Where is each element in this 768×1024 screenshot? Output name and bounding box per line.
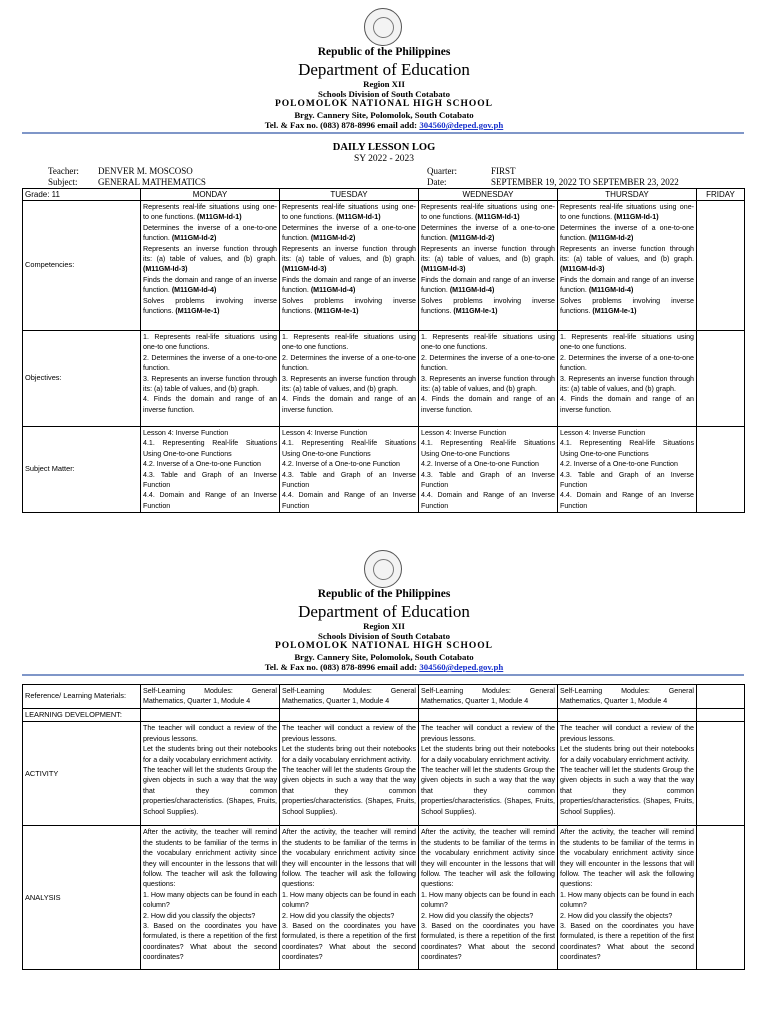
objective-item-text: 2. Determines the inverse of a one-to-one function. [282,353,416,373]
competency-item-text: Finds the domain and range of an inverse function. [560,275,694,295]
competency-code: (M11GM-Id-2) [310,234,356,243]
analysis-item [143,890,277,911]
quarter-label: Quarter: [427,166,457,176]
subject-matter-item [421,428,555,438]
competency-item-text: Finds the domain and range of an inverse function. [421,275,555,295]
objective-item [143,374,277,395]
objective-item [421,332,555,353]
subject-matter-item [143,428,277,438]
analysis-item-text: 1. How many objects can be found in each column? [143,890,277,910]
analysis-item [143,827,277,889]
subject-matter-item [282,470,416,491]
region-line: Region XII [363,79,405,89]
learning-development-monday [141,709,280,722]
header-divider [22,132,744,134]
analysis-item-text: 3. Based on the coordinates you have formulated, is there a repetition of the first coordinates? What about the second coordinates? [282,922,416,962]
deped-seal-icon [364,8,402,46]
objective-item-text: 1. Represents real-life situations using one-to one functions. [560,333,694,352]
objective-item-text: 4. Finds the domain and range of an inverse function. [143,395,277,414]
competency-code: (M11GM-Ie-1) [314,307,359,316]
subject-matter-item-text: 4.2. Inverse of a One-to-one Function [421,460,539,469]
subject-matter-item-text: Lesson 4: Inverse Function [560,429,646,437]
objective-item [560,394,694,415]
subject-matter-item-text: 4.4. Domain and Range of an Inverse Function [421,491,555,510]
analysis-item-text: After the activity, the teacher will remind the students to be familiar of the terms in the vocabulary enrichment activity since they will encounter in the lessons that will follow. The teacher will ask the following questions: [421,828,555,889]
date-value: SEPTEMBER 19, 2022 TO SEPTEMBER 23, 2022 [491,177,679,187]
reference-label: Reference/ Learning Materials: [23,685,141,709]
analysis-item [143,921,277,963]
competency-code: (M11GM-Ie-1) [592,307,637,316]
competency-item [143,296,277,317]
objectives-thursday [558,331,697,427]
objective-item-text: 1. Represents real-life situations using one-to one functions. [282,333,416,352]
subject-matter-item-text: 4.2. Inverse of a One-to-one Function [560,460,678,469]
activity-wednesday [419,722,558,826]
objectives-tuesday [280,331,419,427]
competency-code: (M11GM-Id-3) [560,265,605,274]
competency-code: (M11GM-Id-2) [171,234,217,243]
day-monday: MONDAY [141,189,280,201]
analysis-item [421,911,555,921]
activity-row [23,722,745,826]
subject-matter-item-text: 4.4. Domain and Range of an Inverse Function [560,491,694,510]
analysis-item-text: 2. How did you classify the objects? [282,911,395,920]
reference-thursday: Self-Learning Modules: General Mathematics, Quarter 1, Module 4 [558,685,697,709]
activity-item [282,723,416,744]
objective-item [560,353,694,374]
activity-item-text: The teacher will conduct a review of the previous lessons. [560,724,694,743]
subject-matter-row [23,427,745,513]
log-title: DAILY LESSON LOG [332,142,436,153]
school-year: SY 2022 - 2023 [353,154,415,164]
subject-matter-label: Subject Matter: [23,427,141,513]
subject-matter-item-text: Lesson 4: Inverse Function [421,429,507,437]
reference-friday [697,685,745,709]
competencies-monday [141,201,280,331]
competency-item [560,244,694,275]
competency-item-text: Represents real-life situations using one-to one functions. [143,203,277,222]
activity-item [143,765,277,817]
activity-item [421,744,555,765]
subject-matter-item-text: Lesson 4: Inverse Function [143,429,229,437]
reference-row [23,685,745,709]
email-link[interactable]: 304560@deped.gov.ph [419,120,504,130]
competency-code: (M11GM-Id-4) [310,286,356,295]
analysis-item [421,890,555,911]
competency-code: (M11GM-Id-2) [449,234,495,243]
competency-code: (M11GM-Ie-1) [453,307,498,316]
competency-item-text: Solves problems involving inverse functions. [421,296,555,316]
subject-matter-item-text: 4.2. Inverse of a One-to-one Function [282,460,400,469]
subject-matter-item-text: 4.1. Representing Real-life Situations Using One-to-one Functions [421,439,555,458]
objective-item-text: 4. Finds the domain and range of an inverse function. [282,395,416,414]
competency-item-text: Determines the inverse of a one-to-one function. [143,223,277,243]
objective-item [560,374,694,395]
analysis-item [560,890,694,911]
day-friday: FRIDAY [697,189,745,201]
contact-prefix: Tel. & Fax no. (083) 878-8996 email add: [264,662,420,672]
objective-item [282,374,416,395]
competency-code: (M11GM-Id-1) [614,213,659,222]
analysis-item [282,911,416,921]
email-link[interactable]: 304560@deped.gov.ph [419,662,504,672]
competency-code: (M11GM-Ie-1) [175,307,220,316]
activity-item-text: The teacher will conduct a review of the previous lessons. [143,724,277,743]
activity-item [421,765,555,817]
competency-code: (M11GM-Id-3) [143,265,188,274]
learning-development-row [23,709,745,722]
analysis-item-text: 2. How did you classify the objects? [421,911,534,920]
competency-item-text: Represents an inverse function through its: (a) table of values, and (b) graph. [143,244,277,264]
competencies-thursday [558,201,697,331]
subject-matter-item-text: 4.3. Table and Graph of an Inverse Function [143,470,277,490]
competencies-label: Competencies: [23,201,141,331]
region-line: Region XII [363,621,405,631]
learning-development-wednesday [419,709,558,722]
competency-item-text: Determines the inverse of a one-to-one function. [560,223,694,243]
reference-wednesday: Self-Learning Modules: General Mathematics, Quarter 1, Module 4 [419,685,558,709]
activity-item [143,744,277,765]
analysis-monday [141,826,280,970]
contact-line [0,663,768,672]
competency-item-text: Finds the domain and range of an inverse function. [282,275,416,295]
teacher-name: DENVER M. MOSCOSO [98,166,193,176]
reference-monday: Self-Learning Modules: General Mathematics, Quarter 1, Module 4 [141,685,280,709]
objective-item [143,394,277,415]
competency-item [421,275,555,296]
activity-item-text: The teacher will let the students Group the given objects in such a way that the way that they common properties/characteristics. (Shapes, Fruits, School Supplies). [282,766,416,816]
republic-line: Republic of the Philippines [317,588,451,600]
analysis-item [560,921,694,963]
analysis-item [560,911,694,921]
analysis-item [421,921,555,963]
competency-item-text: Represents an inverse function through its: (a) table of values, and (b) graph. [560,244,694,264]
subject-matter-wednesday [419,427,558,513]
learning-development-tuesday [280,709,419,722]
competency-item [282,244,416,275]
objective-item [421,374,555,395]
subject-matter-tuesday [280,427,419,513]
subject-matter-item-text: 4.4. Domain and Range of an Inverse Function [282,491,416,510]
subject-matter-item [421,470,555,491]
analysis-wednesday [419,826,558,970]
analysis-item [282,827,416,889]
subject-matter-monday [141,427,280,513]
objective-item-text: 2. Determines the inverse of a one-to-one function. [421,353,555,373]
analysis-thursday [558,826,697,970]
page-2 [0,544,768,1024]
competency-item [143,244,277,275]
analysis-item-text: 1. How many objects can be found in each column? [282,890,416,910]
objective-item-text: 4. Finds the domain and range of an inverse function. [421,395,555,414]
learning-development-thursday [558,709,697,722]
lesson-log-table [22,188,745,513]
competency-item-text: Represents real-life situations using one-to one functions. [560,203,694,222]
subject-matter-item [143,459,277,469]
day-header-row [23,189,745,201]
subject-matter-item [143,438,277,459]
analysis-item-text: 3. Based on the coordinates you have formulated, is there a repetition of the first coordinates? What about the second coordinates? [421,922,555,962]
analysis-row [23,826,745,970]
analysis-item-text: After the activity, the teacher will remind the students to be familiar of the terms in the vocabulary enrichment activity since they will encounter in the lessons that will follow. The teacher will ask the following questions: [143,828,277,889]
subject-matter-item-text: 4.3. Table and Graph of an Inverse Function [560,470,694,490]
competency-item [421,223,555,244]
objective-item-text: 3. Represents an inverse function through its: (a) table of values, and (b) graph. [421,374,555,394]
competency-code: (M11GM-Id-1) [475,213,520,222]
school-address: Brgy. Cannery Site, Polomolok, South Cotabato [294,110,474,120]
objective-item-text: 4. Finds the domain and range of an inverse function. [560,395,694,414]
subject-matter-item-text: 4.3. Table and Graph of an Inverse Function [421,470,555,490]
competency-item-text: Represents real-life situations using one-to one functions. [282,203,416,222]
competency-code: (M11GM-Id-1) [336,213,381,222]
division-line: Schools Division of South Cotabato [318,631,450,641]
objectives-label: Objectives: [23,331,141,427]
activity-tuesday [280,722,419,826]
objectives-monday [141,331,280,427]
analysis-tuesday [280,826,419,970]
activity-item-text: The teacher will let the students Group the given objects in such a way that the way that they common properties/characteristics. (Shapes, Fruits, School Supplies). [421,766,555,816]
subject-label: Subject: [48,177,78,187]
objective-item-text: 3. Represents an inverse function through its: (a) table of values, and (b) graph. [282,374,416,394]
day-thursday: THURSDAY [558,189,697,201]
competency-item [282,202,416,223]
subject-matter-friday [697,427,745,513]
objective-item-text: 3. Represents an inverse function through its: (a) table of values, and (b) graph. [560,374,694,394]
competencies-wednesday [419,201,558,331]
activity-item-text: The teacher will let the students Group the given objects in such a way that the way that they common properties/characteristics. (Shapes, Fruits, School Supplies). [143,766,277,816]
objective-item-text: 1. Represents real-life situations using one-to one functions. [143,333,277,352]
objectives-wednesday [419,331,558,427]
competency-item-text: Finds the domain and range of an inverse function. [143,275,277,295]
competency-item-text: Solves problems involving inverse functions. [143,296,277,316]
analysis-item-text: 2. How did you classify the objects? [560,911,673,920]
school-address: Brgy. Cannery Site, Polomolok, South Cotabato [294,652,474,662]
subject-matter-item-text: 4.2. Inverse of a One-to-one Function [143,460,261,469]
subject-matter-item-text: Lesson 4: Inverse Function [282,429,368,437]
competency-item [421,244,555,275]
analysis-item-text: 1. How many objects can be found in each column? [560,890,694,910]
competency-item [560,202,694,223]
school-name: POLOMOLOK NATIONAL HIGH SCHOOL [274,641,493,651]
activity-item-text: Let the students bring out their notebooks for a daily vocabulary enrichment activity. [282,745,416,764]
competency-item-text: Solves problems involving inverse functions. [560,296,694,316]
subject-matter-item [421,459,555,469]
lesson-log-table-2 [22,684,745,970]
day-tuesday: TUESDAY [280,189,419,201]
activity-item [421,723,555,744]
analysis-item [143,911,277,921]
objective-item [282,394,416,415]
objective-item-text: 2. Determines the inverse of a one-to-one function. [560,353,694,373]
analysis-item-text: 1. How many objects can be found in each column? [421,890,555,910]
subject-matter-item [282,428,416,438]
grade-cell: Grade: 11 [23,189,141,201]
competency-item [143,202,277,223]
objective-item [421,394,555,415]
objective-item-text: 1. Represents real-life situations using one-to one functions. [421,333,555,352]
date-label: Date: [427,177,447,187]
competency-item-text: Represents an inverse function through its: (a) table of values, and (b) graph. [282,244,416,264]
competency-item [143,275,277,296]
objective-item [282,332,416,353]
contact-prefix: Tel. & Fax no. (083) 878-8996 email add: [264,120,420,130]
objective-item [560,332,694,353]
school-name: POLOMOLOK NATIONAL HIGH SCHOOL [274,99,493,109]
activity-label: ACTIVITY [23,722,141,826]
analysis-item [560,827,694,889]
subject-matter-item [143,470,277,491]
subject-matter-item-text: 4.3. Table and Graph of an Inverse Function [282,470,416,490]
competency-item [143,223,277,244]
activity-item-text: The teacher will conduct a review of the previous lessons. [421,724,555,743]
subject-name: GENERAL MATHEMATICS [98,177,206,187]
competency-item-text: Determines the inverse of a one-to-one function. [421,223,555,243]
day-wednesday: WEDNESDAY [419,189,558,201]
header-divider [22,674,744,676]
deped-seal-icon [364,550,402,588]
competency-item [421,202,555,223]
activity-item [560,723,694,744]
competency-code: (M11GM-Id-4) [171,286,217,295]
subject-matter-thursday [558,427,697,513]
competency-code: (M11GM-Id-4) [449,286,495,295]
objectives-friday [697,331,745,427]
objective-item [143,332,277,353]
competency-item-text: Represents real-life situations using one-to one functions. [421,203,555,222]
competencies-tuesday [280,201,419,331]
competency-item [282,275,416,296]
analysis-item-text: 2. How did you classify the objects? [143,911,256,920]
learning-development-friday [697,709,745,722]
objective-item [143,353,277,374]
competency-item [560,223,694,244]
subject-matter-item [282,490,416,511]
objective-item [282,353,416,374]
analysis-item-text: 3. Based on the coordinates you have formulated, is there a repetition of the first coordinates? What about the second coordinates? [143,922,277,962]
competency-item [560,275,694,296]
activity-item-text: Let the students bring out their notebooks for a daily vocabulary enrichment activity. [143,745,277,764]
subject-matter-item [421,490,555,511]
competency-item [282,223,416,244]
subject-matter-item-text: 4.1. Representing Real-life Situations Using One-to-one Functions [282,439,416,458]
department-name: Department of Education [298,60,470,79]
activity-monday [141,722,280,826]
subject-matter-item [143,490,277,511]
subject-matter-item [560,490,694,511]
contact-line [0,121,768,130]
subject-matter-item [560,428,694,438]
activity-item-text: Let the students bring out their notebooks for a daily vocabulary enrichment activity. [421,745,555,764]
competency-code: (M11GM-Id-2) [588,234,634,243]
objectives-row [23,331,745,427]
competency-code: (M11GM-Id-4) [588,286,634,295]
activity-item [282,744,416,765]
subject-matter-item [560,459,694,469]
subject-matter-item [421,438,555,459]
subject-matter-item-text: 4.1. Representing Real-life Situations Using One-to-one Functions [143,439,277,458]
competency-item [282,296,416,317]
competency-item-text: Determines the inverse of a one-to-one function. [282,223,416,243]
competencies-row [23,201,745,331]
subject-matter-item-text: 4.1. Representing Real-life Situations Using One-to-one Functions [560,439,694,458]
subject-matter-item [560,470,694,491]
analysis-item-text: After the activity, the teacher will remind the students to be familiar of the terms in the vocabulary enrichment activity since they will encounter in the lessons that will follow. The teacher will ask the following questions: [282,828,416,889]
activity-item [560,765,694,817]
competency-item [560,296,694,317]
division-line: Schools Division of South Cotabato [318,89,450,99]
analysis-item [282,890,416,911]
subject-matter-item [282,459,416,469]
subject-matter-item-text: 4.4. Domain and Range of an Inverse Function [143,491,277,510]
competency-code: (M11GM-Id-1) [197,213,242,222]
analysis-friday [697,826,745,970]
reference-tuesday: Self-Learning Modules: General Mathematics, Quarter 1, Module 4 [280,685,419,709]
activity-item-text: The teacher will conduct a review of the previous lessons. [282,724,416,743]
activity-item-text: Let the students bring out their notebooks for a daily vocabulary enrichment activity. [560,745,694,764]
analysis-item [421,827,555,889]
analysis-label: ANALYSIS [23,826,141,970]
activity-item [143,723,277,744]
subject-matter-item [282,438,416,459]
activity-thursday [558,722,697,826]
activity-item [282,765,416,817]
subject-matter-item [560,438,694,459]
objective-item-text: 2. Determines the inverse of a one-to-one function. [143,353,277,373]
competency-item-text: Represents an inverse function through its: (a) table of values, and (b) graph. [421,244,555,264]
analysis-item-text: 3. Based on the coordinates you have formulated, is there a repetition of the first coordinates? What about the second coordinates? [560,922,694,962]
competency-item [421,296,555,317]
teacher-label: Teacher: [48,166,79,176]
quarter-value: FIRST [491,166,516,176]
department-name: Department of Education [298,602,470,621]
activity-item-text: The teacher will let the students Group the given objects in such a way that the way that they common properties/characteristics. (Shapes, Fruits, School Supplies). [560,766,694,816]
republic-line: Republic of the Philippines [317,46,451,58]
activity-item [560,744,694,765]
competencies-friday [697,201,745,331]
analysis-item-text: After the activity, the teacher will remind the students to be familiar of the terms in the vocabulary enrichment activity since they will encounter in the lessons that will follow. The teacher will ask the following questions: [560,828,694,889]
competency-item-text: Solves problems involving inverse functions. [282,296,416,316]
competency-code: (M11GM-Id-3) [421,265,466,274]
objective-item [421,353,555,374]
competency-code: (M11GM-Id-3) [282,265,327,274]
activity-friday [697,722,745,826]
objective-item-text: 3. Represents an inverse function through its: (a) table of values, and (b) graph. [143,374,277,394]
learning-development-label: LEARNING DEVELOPMENT: [23,709,141,722]
analysis-item [282,921,416,963]
